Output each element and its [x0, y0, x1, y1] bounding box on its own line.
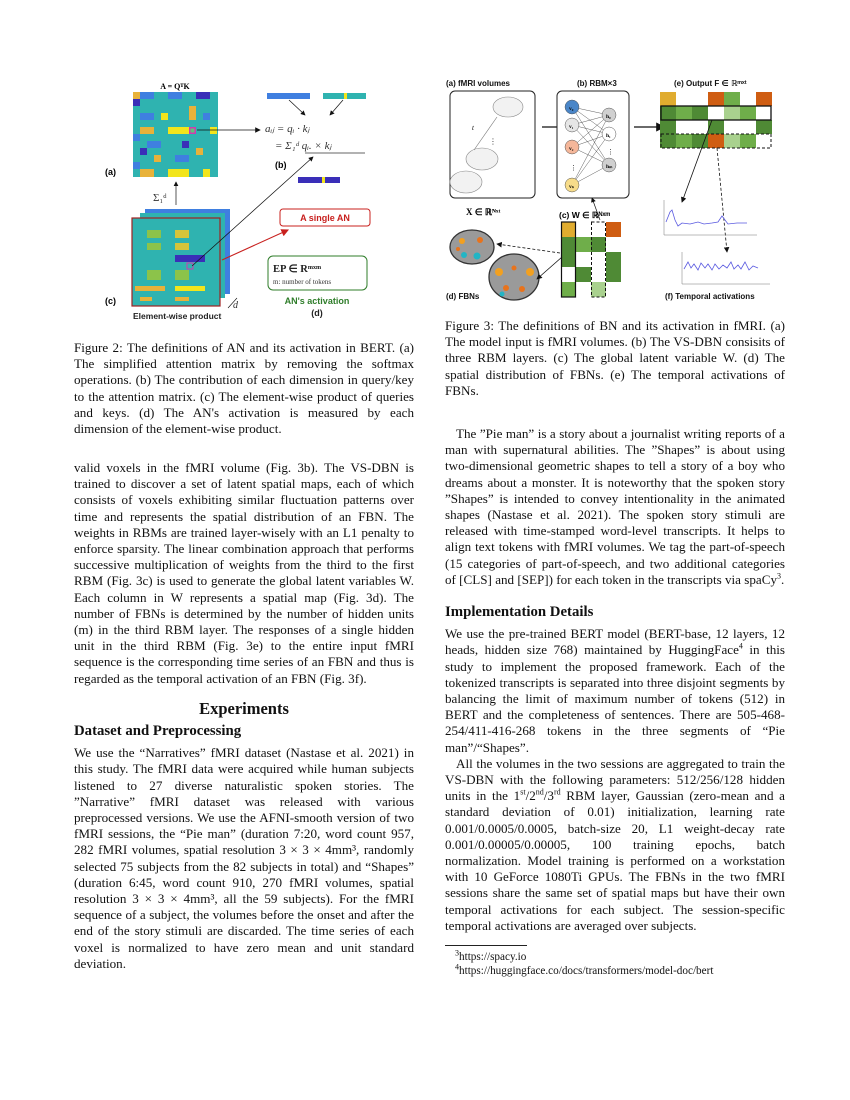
paragraph-bert-text-b: in this study to implement the proposed framework. Each of the tokenized transcripts is separated into three disjoint segments by balancing the limit of maximum number of tokens (512) in BERT and the completeness of sentences. There are 505-468-254/411-416-268 tokens in the three segments of “Pie man”/“Shapes”. [445, 642, 785, 755]
footnote-link-spacy[interactable]: https://spacy.io [459, 951, 527, 963]
paragraph-training-text-a: All the volumes in the two sessions are aggregated to train the VS-DBN with the following parameters: 512/256/128 hidden units in the 1 [445, 755, 785, 804]
paragraph-training [445, 756, 785, 934]
svg-text:⋮: ⋮ [489, 137, 497, 146]
svg-text:(d) FBNs: (d) FBNs [446, 292, 480, 301]
figure-3-graphic [442, 72, 782, 308]
svg-text:v₀: v₀ [569, 106, 574, 112]
svg-text:A = QᵀK: A = QᵀK [160, 82, 190, 91]
svg-text:(b): (b) [275, 160, 287, 170]
svg-text:EP ∈ Rᵐˣᵐ: EP ∈ Rᵐˣᵐ [273, 264, 322, 275]
svg-text:(d): (d) [311, 308, 323, 318]
sup-st: st [520, 787, 526, 797]
footnote-link-huggingface[interactable]: https://huggingface.co/docs/transformers/model-doc/bert [459, 965, 714, 977]
svg-text:(e) Output F ∈ ℝᵐˣᵗ: (e) Output F ∈ ℝᵐˣᵗ [674, 79, 747, 88]
figure-3-caption-text: Figure 3: The definitions of BN and its activation in fMRI. (a) The model input is fMRI volumes. (b) The VS-DBN consisits of three RBM layers. (c) The global latent variable W. (d) The spatial distribution of FBNs. (e) The temporal activations of FBNs. [445, 318, 785, 398]
svg-text:AN's activation: AN's activation [284, 296, 350, 306]
section-title-experiments: Experiments [199, 698, 289, 718]
subsection-title-dataset: Dataset and Preprocessing [74, 723, 242, 740]
figure-3-caption [445, 318, 785, 399]
left-column [74, 460, 414, 972]
footnote-ref-4[interactable]: 4 [738, 642, 743, 652]
footnote-divider [445, 945, 527, 946]
fbn-brain-map-1 [450, 230, 494, 264]
footnote-4 [455, 964, 713, 978]
svg-text:X ∈ ℝᴺˣᵗ: X ∈ ℝᴺˣᵗ [466, 207, 501, 217]
footnote-mark-4: 4 [455, 962, 459, 972]
slash-3: /3 [543, 788, 554, 804]
figure-2 [100, 80, 390, 330]
temporal-activation-plot-1 [664, 200, 757, 235]
svg-text:A single AN: A single AN [300, 213, 350, 223]
paragraph-bert [445, 626, 785, 756]
svg-text:h₀: h₀ [606, 114, 611, 120]
svg-text:m: number of tokens: m: number of tokens [273, 278, 332, 286]
paragraph-vsdbn: valid voxels in the fMRI volume (Fig. 3b). The VS-DBN is trained to discover a set of latent spatial maps, each of which consists of voxels exhibiting similar fluctuation patterns over time and represents the spatial distribution of an FBN. The weights in RBMs are trained layer-wisely with an L1 penalty to enforce sparsity. The linear combination approach that performs successive multiplication of weights from the third to the first RBM (Fig. 3c) is used to generate the global latent variables W. Each column in W represents a spatial map (Fig. 3d). The number of FBNs is determined by the number of hidden units (m) in the third RBM layer. The responses of a single hidden unit in the third RBM (Fig. 3e) to the entire input fMRI sequence is the corresponding time series of an FBN and thus is regarded as the temporal activation of an FBN (Fig. 3f). [74, 460, 414, 686]
svg-text:Element-wise product: Element-wise product [133, 311, 222, 321]
temporal-activation-plot-2 [682, 252, 770, 284]
svg-text:(c): (c) [105, 296, 116, 306]
paragraph-bert-text-a: We use the pre-trained BERT model (BERT-base, 12 layers, 12 heads, hidden size 768) maintained by HuggingFace [445, 626, 785, 658]
footnote-mark-3: 3 [455, 948, 459, 958]
svg-text:hₘ: hₘ [606, 164, 613, 170]
period: . [781, 571, 785, 587]
svg-text:⋮: ⋮ [570, 165, 577, 172]
svg-text:(a) fMRI volumes: (a) fMRI volumes [446, 79, 511, 88]
svg-text:vₙ: vₙ [569, 184, 574, 190]
weight-matrix-w [561, 222, 621, 297]
paragraph-stories-text: The ”Pie man” is a story about a journalist writing reports of a man with supernatural abilities. The ”Shapes” is about using two-dimensional geometric shapes to tell a story of a boy who dreams about a monster. It is noteworthy that the spoken story ”Shapes” is intended to convey intentionality in the animated shapes (Nastase et al. 2021). The spoken story stimuli are released with time-stamped word-level transcripts. It helps to align text tokens with fMRI volumes. We tag the part-of-speech (15 categories of part-of-speech, and two additional categories of [CLS] and [SEP]) for each token in the transcripts via spaCy [445, 426, 785, 587]
sup-rd: rd [553, 787, 561, 797]
svg-text:d: d [233, 300, 238, 311]
slash-2: /2 [525, 788, 536, 804]
svg-text:aᵢⱼ = qᵢ · kⱼ: aᵢⱼ = qᵢ · kⱼ [265, 123, 310, 135]
figure-2-caption [74, 340, 414, 437]
figure-3 [442, 72, 782, 308]
paragraph-dataset: We use the “Narratives” fMRI dataset (Nastase et al. 2021) in this study. The fMRI data were acquired while human subjects listened to 27 diverse naturalistic spoken stories. The ”Narrative” fMRI dataset was released with various preprocessed versions. We use the AFNI-smooth version of two fMRI sessions, the “Pie man” (duration 7:20, word count 957, 282 fMRI volumes, spatial resolution 3 × 3 × 4mm³, randomly selected 75 subjects from the 82 subjects in total) and “Shapes” (duration 6:45, word count 910, 270 fMRI volumes, spatial resolution 3 × 3 × 4mm³, all the 59 subjects). For the fMRI sequence of a subject, the volumes before the onset and after the end of the story stimuli are discarded. The time series of each voxel is normalized to have zero mean and unit standard deviation. [74, 745, 414, 971]
svg-text:(b) RBM×3: (b) RBM×3 [577, 79, 617, 88]
footnote-ref-3[interactable]: 3 [777, 571, 781, 581]
svg-text:Σ₁ᵈ: Σ₁ᵈ [153, 192, 167, 204]
svg-text:v₁: v₁ [569, 124, 574, 130]
fbn-brain-map-2 [489, 254, 539, 300]
subsection-title-implementation: Implementation Details [445, 604, 594, 621]
figure-2-caption-text: Figure 2: The definitions of AN and its activation in BERT. (a) The simplified attention matrix by removing the softmax operations. (b) The contribution of each dimension in query/key to the attention matrix. (c) The element-wise product of queries and keys. (d) The AN's activation is measured by each dimension of the element-wise product. [74, 340, 414, 437]
svg-text:(c) W ∈ ℝᴺˣᵐ: (c) W ∈ ℝᴺˣᵐ [559, 210, 611, 220]
figure-2-graphic [100, 80, 390, 330]
svg-text:v₂: v₂ [569, 146, 574, 152]
svg-text:t: t [472, 124, 474, 132]
svg-text:⋮: ⋮ [607, 149, 614, 156]
right-column [445, 426, 785, 934]
svg-text:h₁: h₁ [606, 133, 611, 139]
attention-matrix-heatmap [133, 92, 218, 177]
paragraph-training-text-b: RBM layer, Gaussian (zero-mean and a standard deviation of 0.01) initialization, learning rate 0.001/0.0005/0.0005, batch-size 20, L1 weight-decay rate 0.001/0.00005/0.00005, 100 training epochs, batch normalization. Model training is performed on a workstation with 10 GeForce 1080Ti GPUs. The FBNs in the two fMRI sessions share the same set of spatial maps but have their own temporal activations for each subject. The session-specific temporal activations are averaged over subjects. [445, 788, 785, 933]
svg-text:= Σ₁ᵈ qᵢ. × kⱼ: = Σ₁ᵈ qᵢ. × kⱼ [275, 140, 332, 152]
svg-text:(a): (a) [105, 167, 116, 177]
output-matrix-f [660, 92, 772, 148]
svg-text:(f) Temporal activations: (f) Temporal activations [665, 292, 755, 301]
sup-nd: nd [535, 787, 544, 797]
paragraph-stories [445, 426, 785, 588]
footnote-3 [455, 950, 526, 964]
element-wise-product-stack [132, 209, 230, 306]
